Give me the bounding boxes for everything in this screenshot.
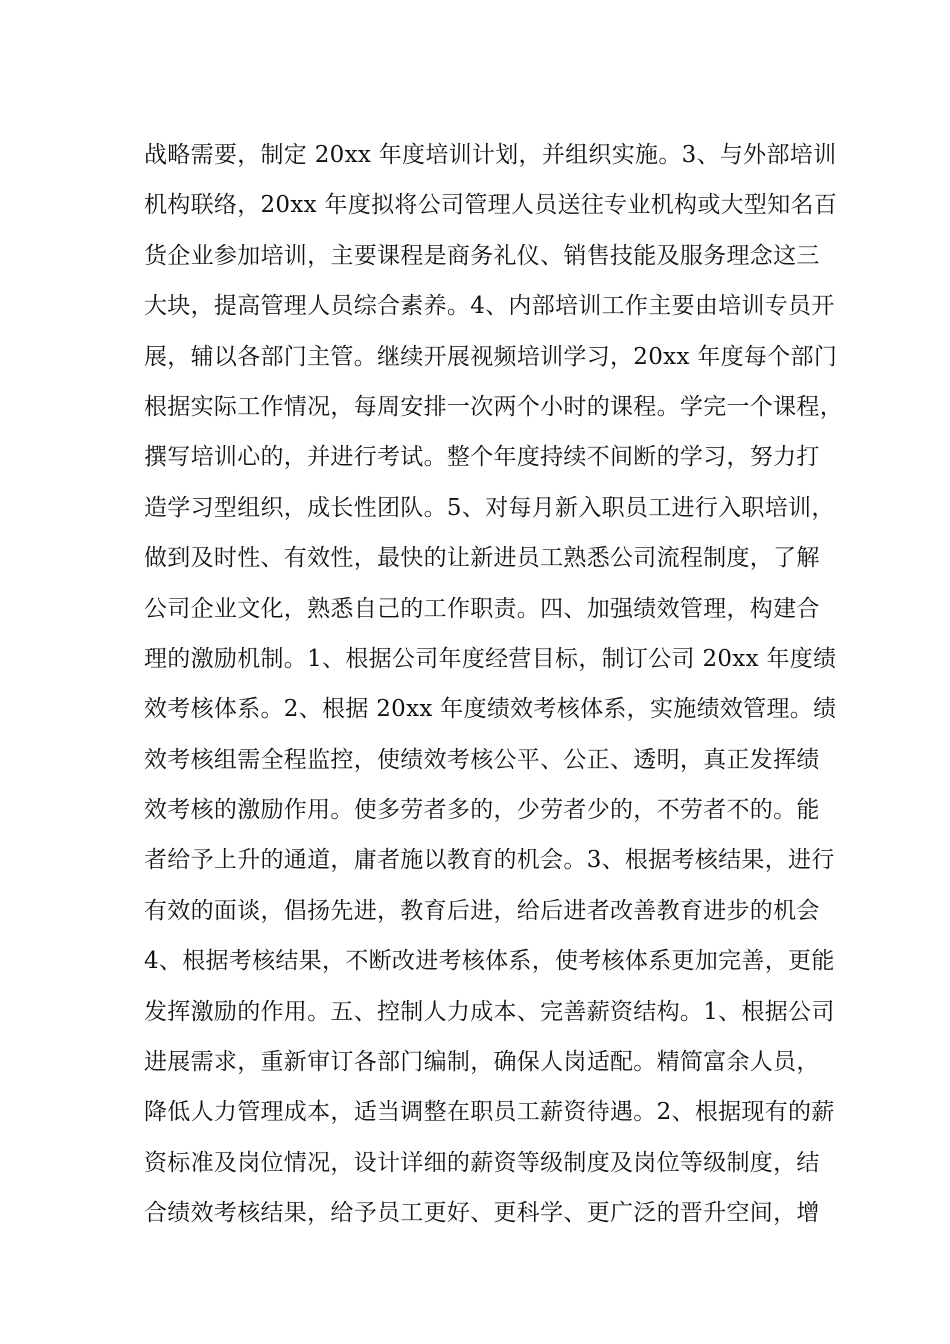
text-line-11: 理的激励机制。1、根据公司年度经营目标，制订公司 20xx 年度绩 (144, 645, 837, 672)
text-line-17: 4、根据考核结果，不断改进考核体系，使考核体系更加完善，更能 (144, 948, 835, 975)
text-line-2: 机构联络，20xx 年度拟将公司管理人员送往专业机构或大型知名百 (144, 192, 838, 219)
text-line-19: 进展需求，重新审订各部门编制，确保人岗适配。精简富余人员， (144, 1049, 820, 1076)
text-line-20: 降低人力管理成本，适当调整在职员工薪资待遇。2、根据现有的薪 (144, 1099, 835, 1126)
text-line-7: 撰写培训心的，并进行考试。整个年度持续不间断的学习，努力打 (144, 444, 820, 471)
text-line-1: 战略需要，制定 20xx 年度培训计划，并组织实施。3、与外部培训 (144, 142, 837, 168)
text-line-15: 者给予上升的通道，庸者施以教育的机会。3、根据考核结果，进行 (144, 847, 835, 874)
text-line-14: 效考核的激励作用。使多劳者多的，少劳者少的，不劳者不的。能 (144, 797, 820, 824)
text-line-18: 发挥激励的作用。五、控制人力成本、完善薪资结构。1、根据公司 (144, 998, 835, 1025)
text-line-6: 根据实际工作情况，每周安排一次两个小时的课程。学完一个课程， (144, 393, 843, 420)
text-line-10: 公司企业文化，熟悉自己的工作职责。四、加强绩效管理，构建合 (144, 595, 820, 622)
text-line-21: 资标准及岗位情况，设计详细的薪资等级制度及岗位等级制度，结 (144, 1149, 820, 1176)
text-line-22: 合绩效考核结果，给予员工更好、更科学、更广泛的晋升空间，增 (144, 1200, 820, 1227)
text-line-13: 效考核组需全程监控，使绩效考核公平、公正、透明，真正发挥绩 (144, 746, 820, 773)
text-line-4: 大块，提高管理人员综合素养。4、内部培训工作主要由培训专员开 (144, 293, 835, 320)
text-line-9: 做到及时性、有效性，最快的让新进员工熟悉公司流程制度，了解 (144, 545, 820, 572)
text-line-3: 货企业参加培训，主要课程是商务礼仪、销售技能及服务理念这三 (144, 242, 820, 269)
text-line-5: 展，辅以各部门主管。继续开展视频培训学习，20xx 年度每个部门 (144, 343, 838, 370)
text-line-16: 有效的面谈，倡扬先进，教育后进，给后进者改善教育进步的机会 (144, 897, 820, 924)
body-text (144, 130, 844, 1239)
text-line-8: 造学习型组织，成长性团队。5、对每月新入职员工进行入职培训， (144, 494, 835, 521)
text-line-12: 效考核体系。2、根据 20xx 年度绩效考核体系，实施绩效管理。绩 (144, 696, 837, 723)
